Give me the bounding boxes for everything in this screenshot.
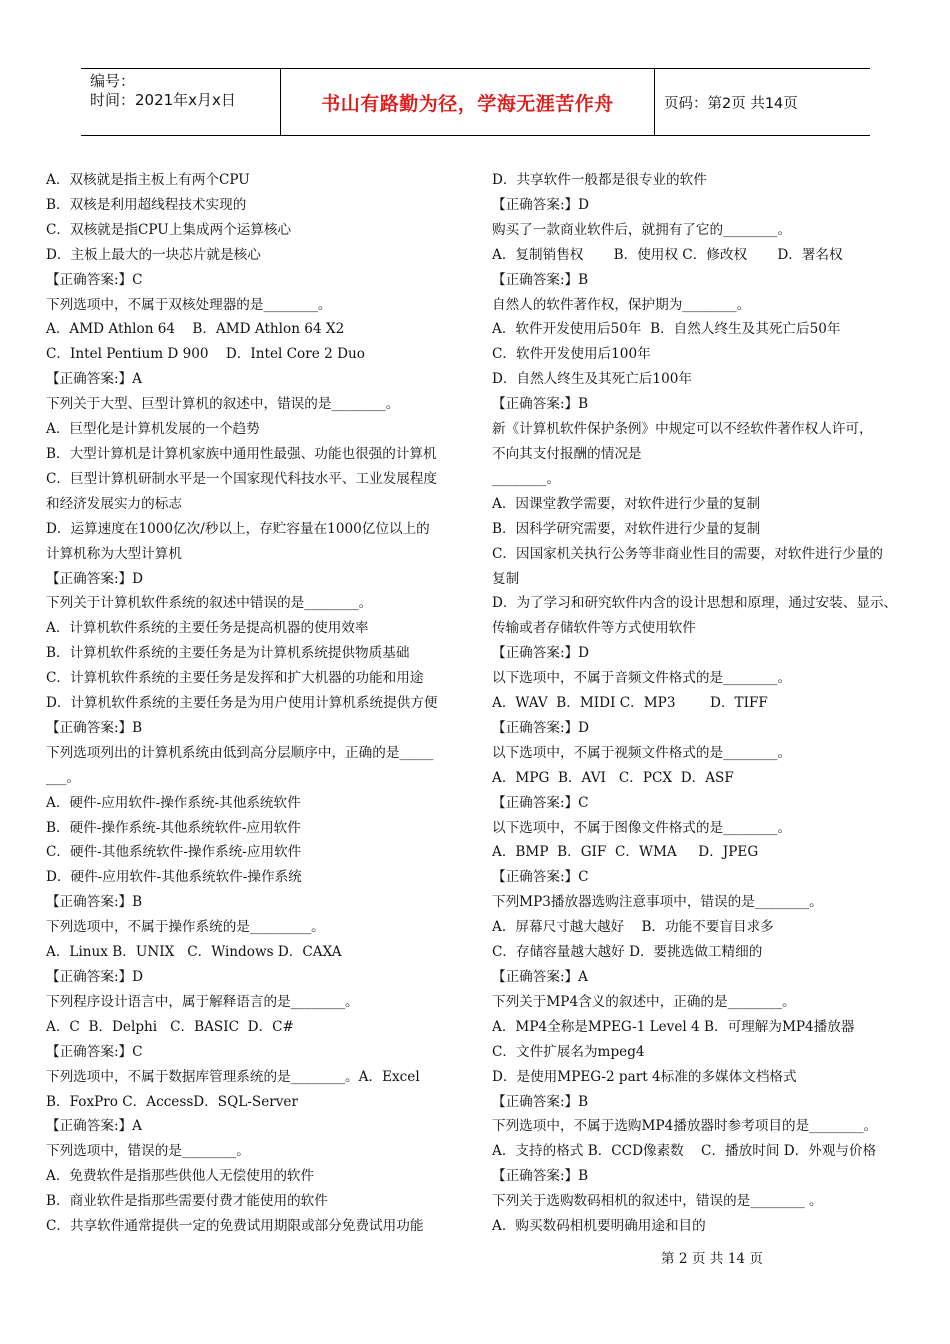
text-line: 【正确答案:】B — [492, 396, 589, 413]
text-line: B．双核是利用超线程技术实现的 — [46, 196, 247, 213]
header-meta — [81, 69, 281, 135]
text-line: 下列选项中，不属于数据库管理系统的是________。A．Excel — [46, 1068, 420, 1085]
text-line: 下列程序设计语言中，属于解释语言的是________。 — [46, 993, 359, 1010]
text-line: B．硬件-操作系统-其他系统软件-应用软件 — [46, 819, 301, 836]
text-line: ________。 — [492, 470, 560, 487]
text-line: B．大型计算机是计算机家族中通用性最强、功能也很强的计算机 — [46, 445, 437, 462]
text-line: B．FoxPro C．AccessD．SQL-Server — [46, 1093, 298, 1110]
text-line: D．共享软件一般都是很专业的软件 — [492, 172, 707, 188]
text-line: 不向其支付报酬的情况是 — [492, 445, 642, 462]
header-motto: 书山有路勤为径，学海无涯苦作舟 — [281, 69, 655, 135]
text-line: C．因国家机关执行公务等非商业性目的需要，对软件进行少量的 — [492, 545, 884, 562]
document-time: 时间：2021年x月x日 — [90, 91, 236, 109]
text-line: 复制 — [492, 570, 520, 587]
text-line: A．AMD Athlon 64 B．AMD Athlon 64 X2 — [46, 321, 345, 338]
text-line: A．购买数码相机要明确用途和目的 — [492, 1218, 706, 1235]
text-line: B．商业软件是指那些需要付费才能使用的软件 — [46, 1193, 328, 1210]
text-line: 【正确答案:】D — [46, 570, 144, 587]
text-line: A．双核就是指主板上有两个CPU — [46, 172, 250, 188]
text-line: 【正确答案:】D — [492, 719, 590, 736]
text-line: D．硬件-应用软件-其他系统软件-操作系统 — [46, 869, 302, 886]
text-line: 以下选项中，不属于视频文件格式的是________。 — [492, 744, 792, 761]
text-line: 【正确答案:】C — [46, 271, 143, 288]
text-line: C．软件开发使用后100年 — [492, 346, 651, 363]
text-line: 购买了一款商业软件后，就拥有了它的________。 — [492, 221, 792, 238]
right-column — [492, 168, 910, 1239]
text-line: 下列关于计算机软件系统的叙述中错误的是________。 — [46, 595, 373, 612]
text-line: C．计算机软件系统的主要任务是发挥和扩大机器的功能和用途 — [46, 670, 424, 687]
text-line: C．文件扩展名为mpeg4 — [492, 1043, 645, 1060]
text-line: A．支持的格式 B．CCD像素数 C．播放时间 D．外观与价格 — [492, 1143, 877, 1160]
text-line: C．Intel Pentium D 900 D．Intel Core 2 Duo — [46, 346, 365, 363]
text-line: 【正确答案:】B — [492, 271, 589, 288]
text-line: A．软件开发使用后50年 B．自然人终生及其死亡后50年 — [492, 321, 841, 338]
text-line: 【正确答案:】C — [46, 1043, 143, 1060]
text-line: C．共享软件通常提供一定的免费试用期限或部分免费试用功能 — [46, 1218, 424, 1235]
text-line: 【正确答案:】B — [492, 1168, 589, 1185]
text-line: A．巨型化是计算机发展的一个趋势 — [46, 421, 260, 438]
text-line: A．复制销售权 B．使用权 C．修改权 D．署名权 — [492, 246, 843, 263]
text-line: D．是使用MPEG-2 part 4标准的多媒体文档格式 — [492, 1068, 797, 1085]
text-line: 【正确答案:】C — [492, 794, 589, 811]
text-line: 下列关于MP4含义的叙述中，正确的是________。 — [492, 993, 796, 1010]
text-line: 【正确答案:】D — [46, 969, 144, 985]
text-line: 计算机称为大型计算机 — [46, 545, 182, 562]
text-line: 下列选项中，不属于双核处理器的是________。 — [46, 296, 332, 313]
text-line: A．MPG B．AVI C．PCX D．ASF — [492, 769, 734, 786]
text-line: C．存储容量越大越好 D．要挑选做工精细的 — [492, 944, 763, 961]
text-line: A．计算机软件系统的主要任务是提高机器的使用效率 — [46, 620, 369, 637]
text-line: 和经济发展实力的标志 — [46, 495, 182, 512]
text-line: 传输或者存储软件等方式使用软件 — [492, 620, 696, 637]
text-line: 以下选项中，不属于图像文件格式的是________。 — [492, 819, 792, 836]
text-line: C．硬件-其他系统软件-操作系统-应用软件 — [46, 844, 302, 861]
text-line: A．C B．Delphi C．BASIC D．C# — [46, 1018, 294, 1035]
left-column — [46, 168, 460, 1239]
text-line: 【正确答案:】D — [492, 196, 590, 213]
text-line: 下列选项列出的计算机系统由低到高分层顺序中，正确的是_____ — [46, 744, 434, 761]
text-line: A．WAV B．MIDI C．MP3 D．TIFF — [492, 695, 768, 712]
text-line: C．双核就是指CPU上集成两个运算核心 — [46, 221, 292, 238]
text-line: 下列选项中，不属于操作系统的是_________。 — [46, 919, 325, 936]
text-line: 【正确答案:】C — [492, 869, 589, 886]
text-line: D．运算速度在1000亿次/秒以上，存贮容量在1000亿位以上的 — [46, 520, 430, 537]
text-line: A．BMP B．GIF C．WMA D．JPEG — [492, 844, 759, 861]
text-line: 自然人的软件著作权，保护期为________。 — [492, 296, 751, 313]
text-line: 下列关于选购数码相机的叙述中，错误的是________ 。 — [492, 1193, 823, 1210]
text-line: A．屏幕尺寸越大越好 B．功能不要盲目求多 — [492, 919, 774, 936]
text-line: 【正确答案:】B — [492, 1093, 589, 1110]
text-line: 下列关于大型、巨型计算机的叙述中，错误的是________。 — [46, 396, 400, 413]
text-line: 【正确答案:】B — [46, 719, 143, 736]
text-line: 【正确答案:】A — [46, 1118, 142, 1135]
text-line: B．因科学研究需要，对软件进行少量的复制 — [492, 520, 761, 537]
text-line: A．免费软件是指那些供他人无偿使用的软件 — [46, 1168, 315, 1185]
text-line: D．主板上最大的一块芯片就是核心 — [46, 246, 261, 263]
text-line: A．因课堂教学需要，对软件进行少量的复制 — [492, 495, 761, 512]
text-line: 【正确答案:】D — [492, 645, 590, 662]
header-page-info: 页码：第2页 共14页 — [664, 95, 798, 112]
text-line: A．硬件-应用软件-操作系统-其他系统软件 — [46, 794, 301, 811]
text-line: B．计算机软件系统的主要任务是为计算机系统提供物质基础 — [46, 645, 410, 662]
text-line: 【正确答案:】B — [46, 894, 143, 911]
text-line: 【正确答案:】A — [46, 371, 142, 388]
text-line: D．自然人终生及其死亡后100年 — [492, 371, 692, 388]
text-line: D．为了学习和研究软件内含的设计思想和原理，通过安装、显示、 — [492, 595, 898, 612]
text-line: A．Linux B．UNIX C．Windows D．CAXA — [46, 944, 342, 961]
text-line: ___。 — [46, 769, 80, 786]
text-line: 下列选项中，错误的是________。 — [46, 1143, 250, 1160]
page-header — [81, 68, 870, 136]
page-footer: 第 2 页 共 14 页 — [661, 1251, 763, 1267]
text-line: 下列选项中，不属于选购MP4播放器时参考项目的是________。 — [492, 1118, 878, 1135]
text-line: 【正确答案:】A — [492, 969, 588, 985]
text-line: 下列MP3播放器选购注意事项中，错误的是________。 — [492, 894, 823, 911]
text-line: D．计算机软件系统的主要任务是为用户使用计算机系统提供方便 — [46, 695, 438, 712]
text-line: 以下选项中，不属于音频文件格式的是________。 — [492, 670, 792, 687]
text-line: C．巨型计算机研制水平是一个国家现代科技水平、工业发展程度 — [46, 470, 438, 487]
text-line: 新《计算机软件保护条例》中规定可以不经软件著作权人许可， — [492, 421, 873, 438]
text-line: A．MP4全称是MPEG-1 Level 4 B．可理解为MP4播放器 — [492, 1018, 855, 1035]
document-number-label: 编号： — [90, 72, 136, 90]
